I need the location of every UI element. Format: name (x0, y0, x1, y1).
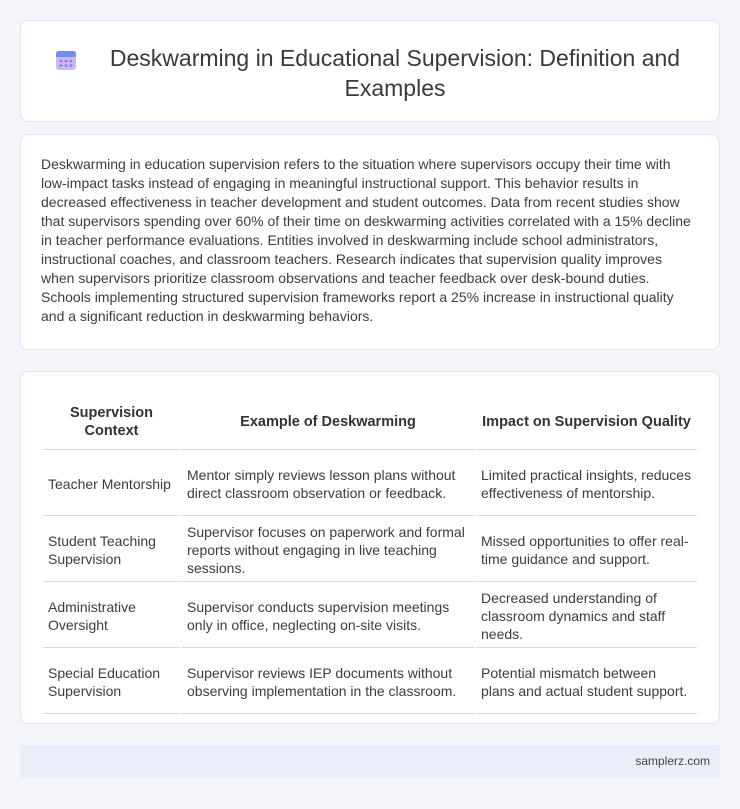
cell-example: Mentor simply reviews lesson plans without direct classroom observation or feedback. (182, 452, 474, 516)
cell-context: Student Teaching Supervision (43, 518, 180, 582)
examples-table (41, 392, 699, 716)
table-row (43, 518, 697, 582)
cell-context: Teacher Mentorship (43, 452, 180, 516)
cell-example: Supervisor conducts supervision meetings only in office, neglecting on-site visits. (182, 584, 474, 648)
page-title: Deskwarming in Educational Supervision: Definition and Examples (109, 45, 681, 101)
intro-paragraph: Deskwarming in education supervision refers to the situation where supervisors occupy their time with low-impact tasks instead of engaging in meaningful instructional support. This behavior results in decreased effectiveness in teacher development and student outcomes. Data from recent studies show that supervisors spending over 60% of their time on deskwarming activities correlated with a 15% decline in teacher performance evaluations. Entities involved in deskwarming include school administrators, instructional coaches, and classroom teachers. Research indicates that supervision quality improves when supervisors prioritize classroom observations and teacher feedback over desk-bound duties. Schools implementing structured supervision frameworks report a 25% increase in instructional quality and a significant reduction in deskwarming behaviors. (41, 156, 691, 324)
title-card (20, 20, 720, 122)
table-card (20, 371, 720, 724)
cell-context: Special Education Supervision (43, 650, 180, 714)
footer-site-link[interactable]: samplerz.com (635, 754, 710, 768)
table-row (43, 650, 697, 714)
header-example-of-deskwarming: Example of Deskwarming (182, 394, 474, 450)
cell-example: Supervisor reviews IEP documents without observing implementation in the classroom. (182, 650, 474, 714)
header-supervision-context: Supervision Context (43, 394, 180, 450)
cell-impact: Missed opportunities to offer real-time guidance and support. (476, 518, 697, 582)
header-impact-on-supervision-quality: Impact on Supervision Quality (476, 394, 697, 450)
cell-context: Administrative Oversight (43, 584, 180, 648)
table-header-row (43, 394, 697, 450)
table-row (43, 584, 697, 648)
cell-example: Supervisor focuses on paperwork and formal reports without engaging in live teaching sessions. (182, 518, 474, 582)
cell-impact: Limited practical insights, reduces effectiveness of mentorship. (476, 452, 697, 516)
cell-impact: Potential mismatch between plans and actual student support. (476, 650, 697, 714)
footer (20, 745, 720, 778)
table-row (43, 452, 697, 516)
cell-impact: Decreased understanding of classroom dynamics and staff needs. (476, 584, 697, 648)
intro-card (20, 134, 720, 350)
